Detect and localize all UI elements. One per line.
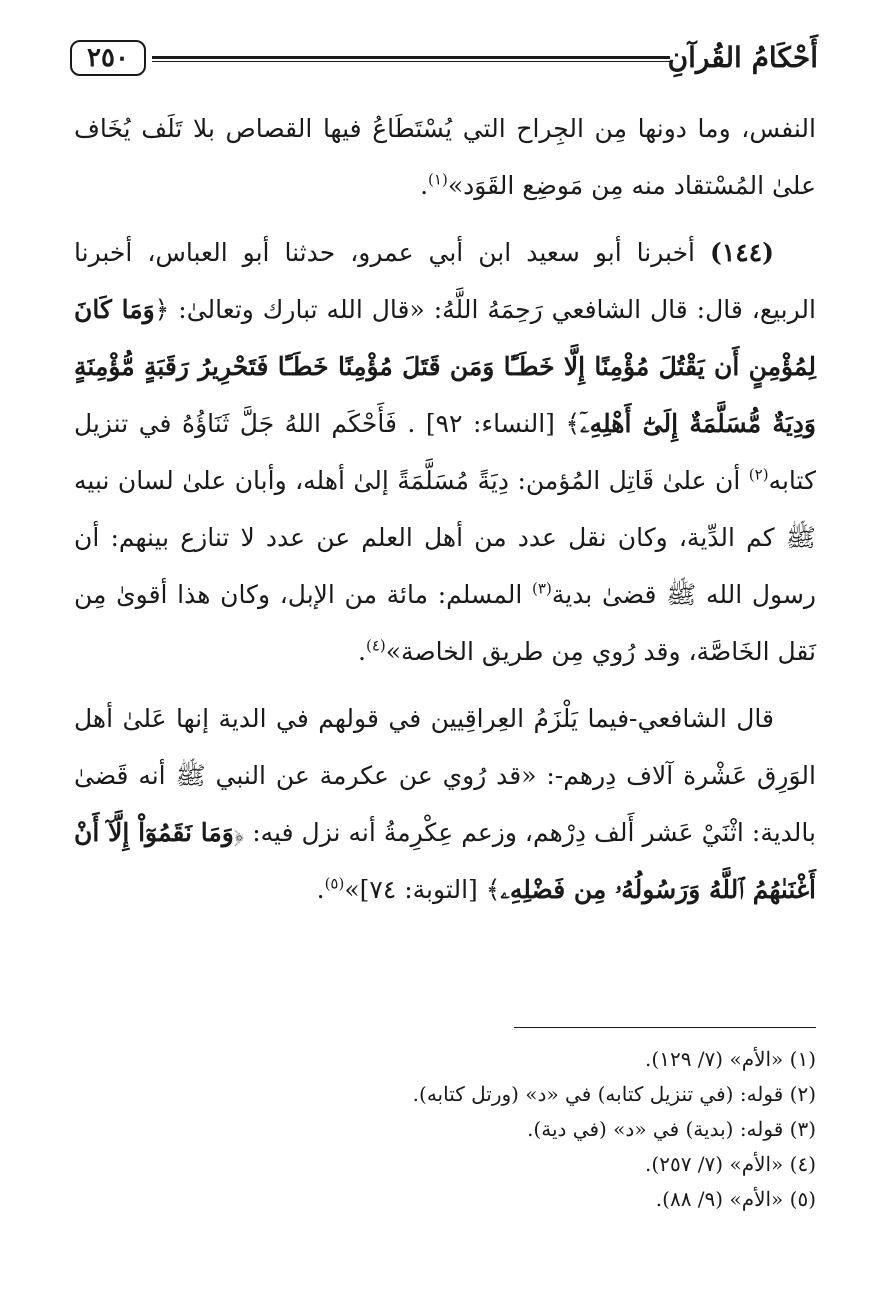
book-title: أَحْكَامُ القُرآنِ <box>667 41 818 74</box>
footnote-ref-4: (٤) <box>365 636 386 655</box>
paragraph-end: . <box>420 171 429 200</box>
footnote-item: (٢) قوله: (في تنزيل كتابه) في «د» (ورتل كتابه). <box>412 1082 816 1106</box>
paragraph-text: ﴾ [التوبة: ٧٤]» <box>344 875 501 904</box>
paragraph-end: . <box>316 875 325 904</box>
page-body <box>74 100 816 918</box>
page-number: ٢٥٠ <box>70 40 146 76</box>
paragraph-text: المسلم: مائة من الإبل، وكان هذا أقوىٰ مِن نَقل الخَاصَّة، وقد رُوي مِن طريق الخاصة» <box>74 580 816 666</box>
paragraph-text: أن علىٰ قَاتِل المُؤمن: دِيَةً مُسَلَّمَةً إلىٰ أهله، وأبان علىٰ لسان نبيه ﷺ كم الدِّية، وكان نقل عدد من أهل العلم عن عدد لا تنازع بينهم: أن رسول الله ﷺ قضىٰ بدية <box>74 466 816 609</box>
footnote-item: (١) «الأم» (٧/ ١٢٩). <box>645 1047 816 1071</box>
quran-verse: وَمَا كَانَ لِمُؤْمِنٍ أَن يَقْتُلَ مُؤْمِنًا إِلَّا خَطَـًٔا وَمَن قَتَلَ مُؤْمِنًا خَطَـًٔا فَتَحْرِيرُ رَقَبَةٍ مُّؤْمِنَةٍ وَدِيَةٌ مُّسَلَّمَةٌ إِلَىٰٓ أَهْلِهِۦٓ <box>74 295 816 438</box>
paragraph-3 <box>74 690 816 918</box>
footnote-ref-3: (٣) <box>532 579 552 598</box>
footnote-ref-5: (٥) <box>324 874 345 893</box>
footnote-ref-2: (٢) <box>748 465 769 484</box>
narration-number: (١٤٤) <box>710 238 774 267</box>
footnote-ref-1: (١) <box>428 170 448 189</box>
paragraph-text: ﴾ [النساء: ٩٢] . فَأَحْكَم اللهُ جَلَّ ثَنَاؤُهُ في تنزيل كتابه <box>74 409 816 495</box>
footnote-separator <box>514 1027 816 1028</box>
paragraph-end: . <box>358 637 366 666</box>
header-rule <box>152 56 670 62</box>
footnote-item: (٥) «الأم» (٩/ ٨٨). <box>655 1187 816 1211</box>
footnotes-list <box>74 1042 816 1217</box>
page-header <box>70 38 818 82</box>
quran-verse: وَمَا نَقَمُوٓاْ إِلَّآ أَنْ أَغْنَىٰهُمُ ٱللَّهُ وَرَسُولُهُۥ مِن فَضْلِهِۦ <box>74 818 816 904</box>
paragraph-text: أخبرنا أبو سعيد ابن أبي عمرو، حدثنا أبو العباس، أخبرنا الربيع، قال: قال الشافعي رَحِمَهُ اللَّهُ: «قال الله تبارك وتعالىٰ: ﴿ <box>74 238 816 324</box>
paragraph-text: قال الشافعي-فيما يَلْزَمُ العِراقِيين في قولهم في الدية إنها عَلىٰ أهل الوَرِق عَشْرة آلاف دِرهم-: «قد رُوي عن عكرمة عن النبي ﷺ أنه قَضىٰ بالدية: اثْنَيْ عَشر أَلف دِرْهم، وزعم عِكْرِمةُ أنه نزل فيه: ﴿ <box>74 704 816 847</box>
footnote-item: (٣) قوله: (بدية) في «د» (في دية). <box>527 1117 816 1141</box>
paragraph-1 <box>74 100 816 214</box>
paragraph-2 <box>74 224 816 680</box>
paragraph-text: النفس، وما دونها مِن الجِراح التي يُسْتَطَاعُ فيها القصاص بلا تَلَف يُخَاف علىٰ المُسْتقاد منه مِن مَوضِع القَوَد» <box>74 114 816 200</box>
footnote-item: (٤) «الأم» (٧/ ٢٥٧). <box>645 1152 816 1176</box>
